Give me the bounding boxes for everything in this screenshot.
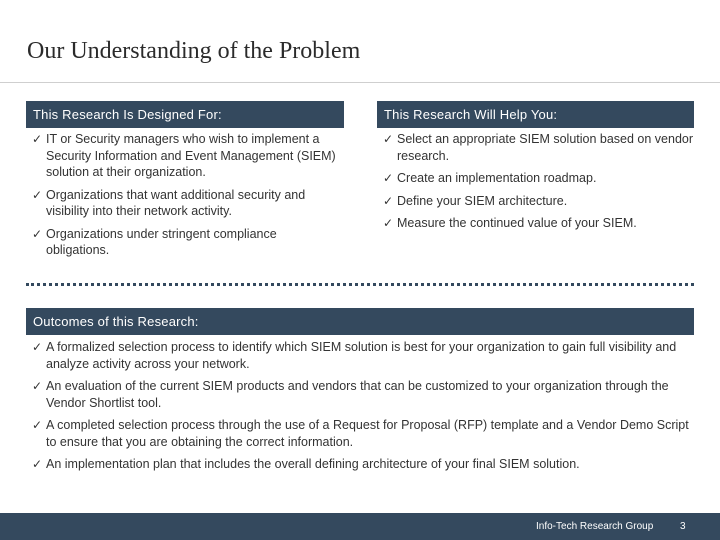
check-mark-icon: ✓: [383, 132, 394, 146]
list-item-text: Measure the continued value of your SIEM.: [397, 216, 637, 230]
footer-bar: [0, 513, 720, 540]
outcomes-header: Outcomes of this Research:: [26, 308, 694, 335]
list-item-text: IT or Security managers who wish to implement a Security Information and Event Management (SIEM) solution at their organization.: [46, 132, 336, 179]
check-mark-icon: ✓: [32, 226, 43, 241]
designed-for-header: This Research Is Designed For:: [26, 101, 344, 128]
list-item-text: An implementation plan that includes the overall defining architecture of your final SIEM solution.: [46, 457, 580, 471]
list-item: [32, 417, 694, 450]
list-item-text: Create an implementation roadmap.: [397, 171, 597, 185]
check-mark-icon: ✓: [383, 171, 394, 185]
check-mark-icon: ✓: [32, 187, 43, 202]
page-number: 3: [680, 521, 686, 532]
check-mark-icon: ✓: [383, 216, 394, 230]
list-item-text: Define your SIEM architecture.: [397, 193, 568, 208]
list-item: [32, 131, 340, 181]
list-item: [383, 215, 695, 232]
designed-for-list: [32, 131, 340, 265]
will-help-header: This Research Will Help You:: [377, 101, 694, 128]
check-mark-icon: ✓: [32, 457, 43, 471]
list-item: [383, 170, 695, 187]
check-mark-icon: ✓: [383, 193, 394, 208]
title-divider: [0, 82, 720, 83]
list-item: [32, 378, 694, 411]
check-mark-icon: ✓: [32, 132, 43, 146]
list-item: [383, 131, 695, 164]
list-item-text: Organizations that want additional security and visibility into their network activity.: [46, 187, 306, 218]
list-item-text: An evaluation of the current SIEM products and vendors that can be customized to your organization through the Vendor Shortlist tool.: [46, 379, 669, 410]
list-item-text: A completed selection process through the use of a Request for Proposal (RFP) template and a Vendor Demo Script to ensure that you are obtaining the correct information.: [46, 418, 689, 449]
footer-company: Info-Tech Research Group: [536, 521, 654, 532]
list-item: [32, 339, 694, 372]
list-item: [32, 226, 340, 259]
list-item: [32, 456, 694, 473]
check-mark-icon: ✓: [32, 340, 43, 354]
check-mark-icon: ✓: [32, 418, 43, 432]
list-item-text: Organizations under stringent compliance obligations.: [46, 226, 277, 257]
list-item-text: Select an appropriate SIEM solution based on vendor research.: [397, 132, 694, 163]
check-mark-icon: ✓: [32, 379, 43, 393]
dotted-divider: [26, 283, 694, 286]
list-item: [383, 193, 695, 210]
outcomes-list: [32, 339, 694, 479]
will-help-list: [383, 131, 695, 238]
list-item: [32, 187, 340, 220]
page-title: Our Understanding of the Problem: [27, 38, 361, 64]
list-item-text: A formalized selection process to identify which SIEM solution is best for your organization to gain full visibility and analyze activity across your network.: [46, 340, 677, 371]
